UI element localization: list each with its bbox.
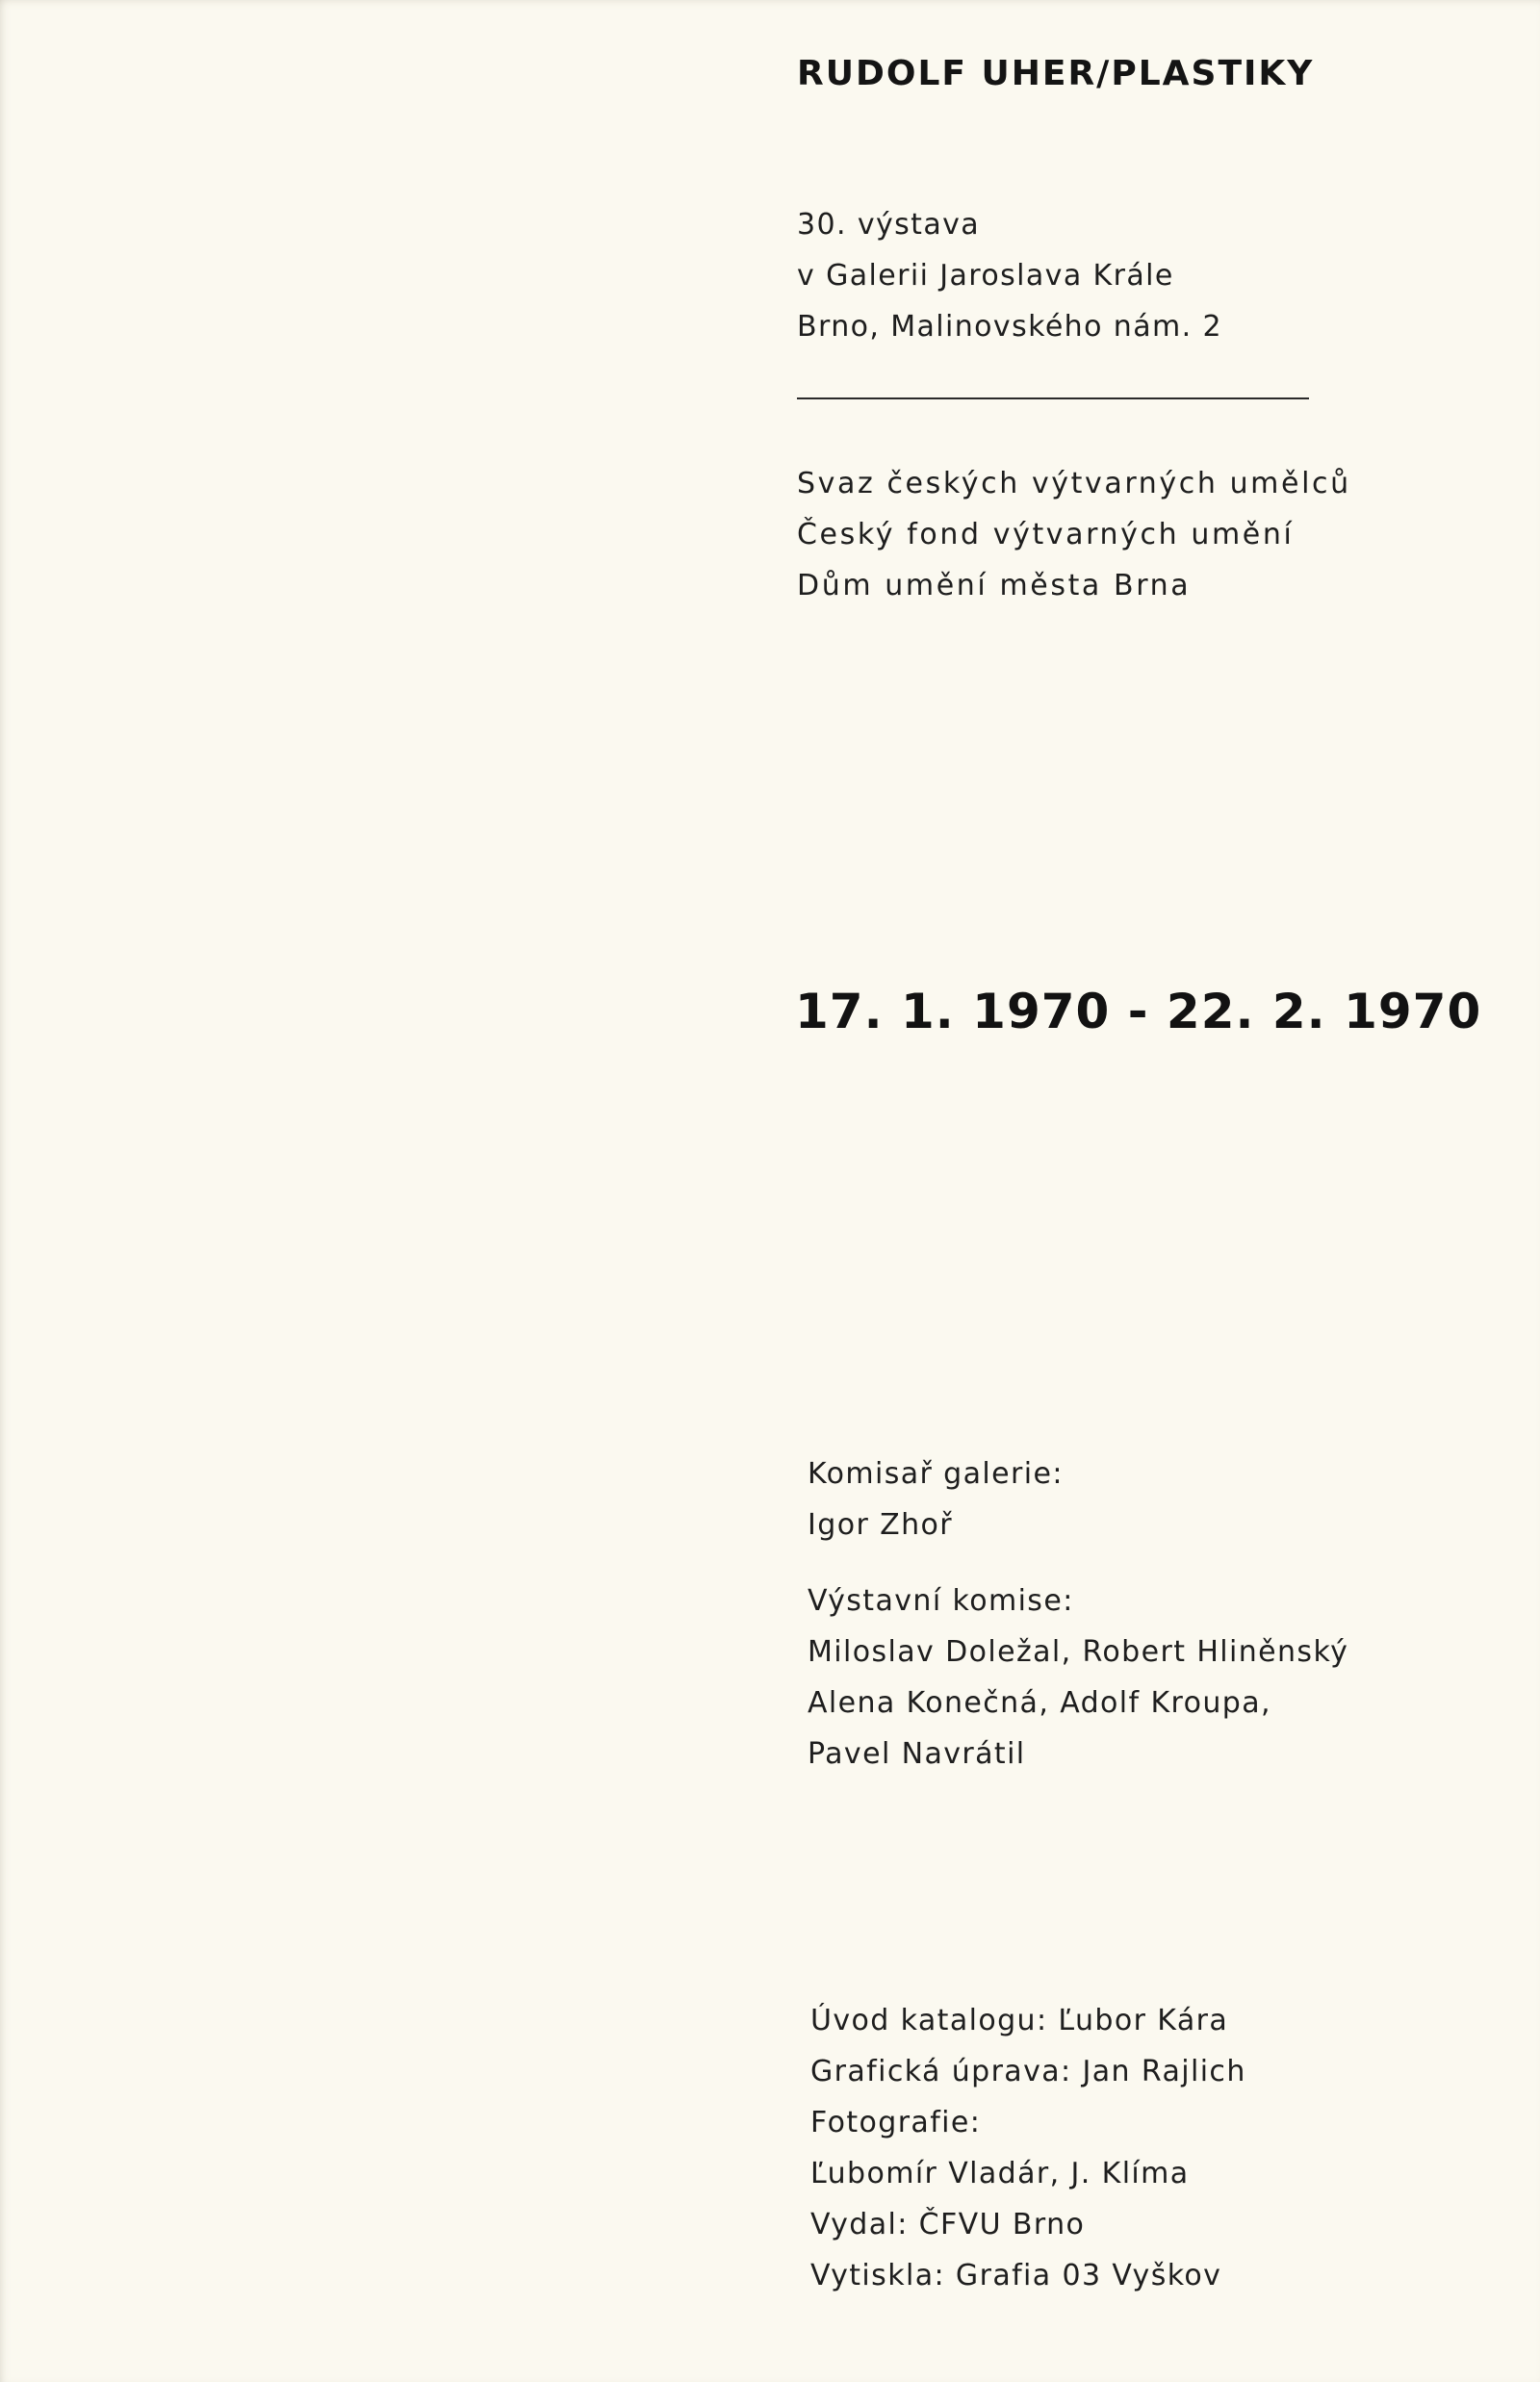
committee-block [808,1575,1348,1780]
credits-block [810,1995,1246,2301]
commissioner-label: Komisař galerie: [808,1457,1064,1491]
credit-photographers: Ľubomír Vladár, J. Klíma [810,2157,1190,2190]
organizer-2: Český fond výtvarných umění [797,518,1295,551]
commissioner-name: Igor Zhoř [808,1508,953,1542]
organizer-1: Svaz českých výtvarných umělců [797,467,1351,500]
credit-graphic-design: Grafická úprava: Jan Rajlich [810,2055,1246,2088]
gallery-address: Brno, Malinovského nám. 2 [797,310,1222,344]
credit-introduction: Úvod katalogu: Ľubor Kára [810,2004,1229,2037]
committee-members-2: Alena Konečná, Adolf Kroupa, [808,1686,1271,1720]
committee-members-1: Miloslav Doležal, Robert Hliněnský [808,1635,1349,1669]
page-title: RUDOLF UHER/PLASTIKY [797,54,1315,93]
committee-label: Výstavní komise: [808,1584,1074,1618]
organizer-3: Dům umění města Brna [797,569,1192,602]
organizers-block [797,458,1351,611]
gallery-name: v Galerii Jaroslava Krále [797,259,1174,293]
committee-members-3: Pavel Navrátil [808,1737,1026,1771]
credit-printer: Vytiskla: Grafia 03 Vyškov [810,2259,1222,2292]
exhibition-number: 30. výstava [797,208,981,242]
credit-photography-label: Fotografie: [810,2106,982,2139]
divider-rule [797,397,1309,399]
credit-publisher: Vydal: ČFVU Brno [810,2208,1086,2241]
venue-block [797,199,1222,352]
commissioner-block [808,1448,1064,1550]
exhibition-dates: 17. 1. 1970 - 22. 2. 1970 [795,984,1482,1039]
